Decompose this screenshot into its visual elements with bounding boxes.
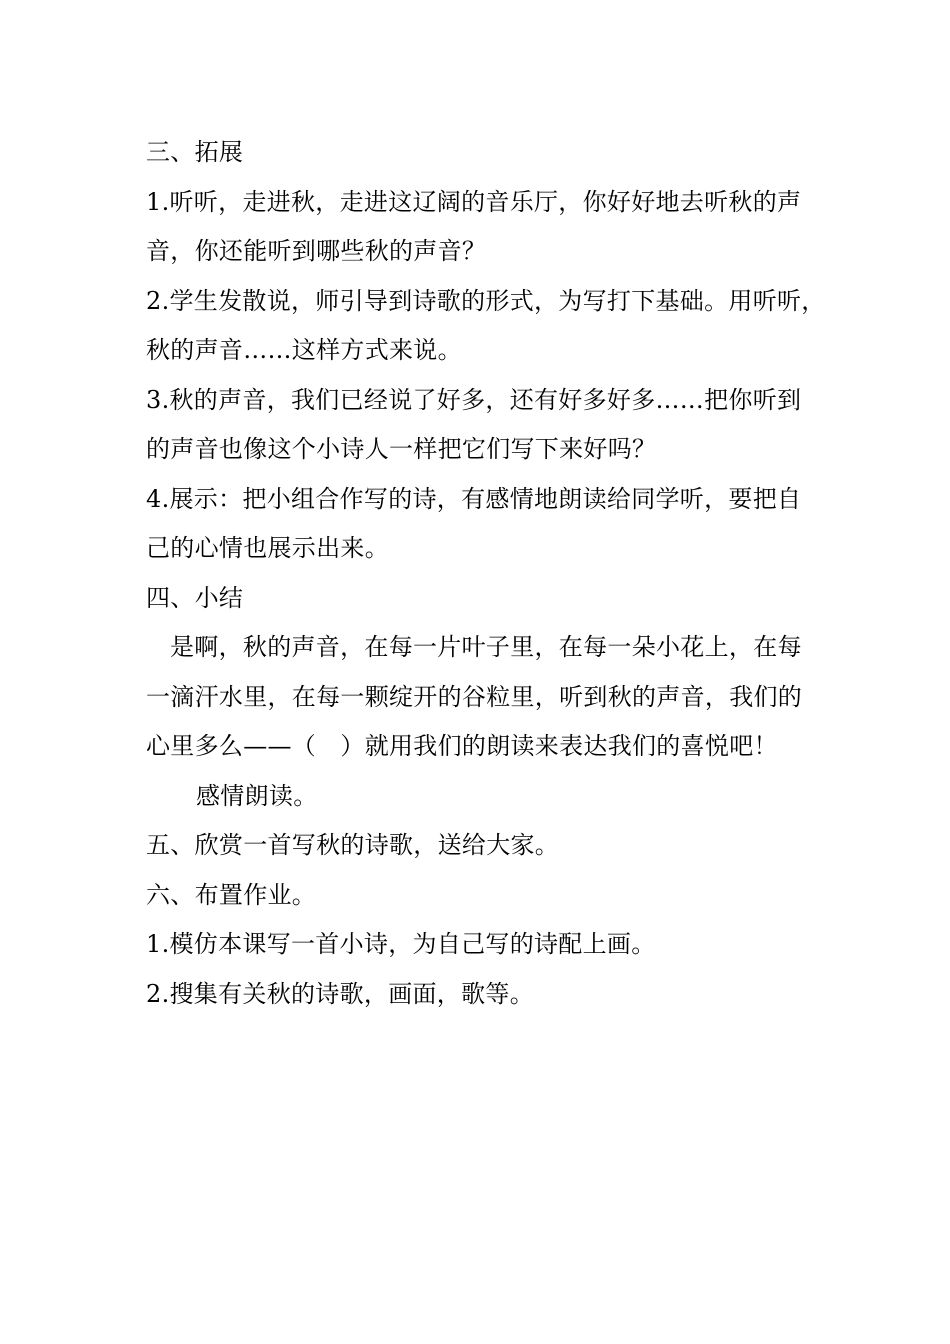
paragraph-line: 是啊，秋的声音，在每一片叶子里，在每一朵小花上，在每: [170, 633, 802, 661]
section-heading-summary: 四、小结: [146, 583, 244, 612]
section-heading-homework: 六、布置作业。: [146, 880, 317, 909]
paragraph-line: 4.展示：把小组合作写的诗，有感情地朗读给同学听，要把自: [146, 484, 802, 513]
document-body: [146, 128, 836, 1019]
paragraph-line: 己的心情也展示出来。: [146, 534, 389, 562]
paragraph-line: 心里多么——（ ）就用我们的朗读来表达我们的喜悦吧！: [146, 732, 778, 760]
section-heading-appreciation: 五、欣赏一首写秋的诗歌，送给大家。: [146, 831, 560, 859]
paragraph-line: 2.搜集有关秋的诗歌，画面，歌等。: [146, 979, 534, 1008]
paragraph-line: 感情朗读。: [196, 781, 318, 810]
paragraph-line: 音，你还能听到哪些秋的声音？: [146, 237, 487, 265]
section-heading-extension: 三、拓展: [146, 138, 244, 166]
paragraph-line: 2.学生发散说，师引导到诗歌的形式，为写打下基础。用听听，: [146, 286, 826, 315]
paragraph-line: 3.秋的声音，我们已经说了好多，还有好多好多……把你听到: [146, 385, 802, 414]
paragraph-line: 1.模仿本课写一首小诗，为自己写的诗配上画。: [146, 930, 656, 958]
paragraph-line: 秋的声音……这样方式来说。: [146, 336, 462, 364]
paragraph-line: 的声音也像这个小诗人一样把它们写下来好吗？: [146, 435, 657, 463]
paragraph-line: 1.听听，走进秋，走进这辽阔的音乐厅，你好好地去听秋的声: [146, 187, 802, 216]
paragraph-line: 一滴汗水里，在每一颗绽开的谷粒里，听到秋的声音，我们的: [146, 682, 803, 711]
